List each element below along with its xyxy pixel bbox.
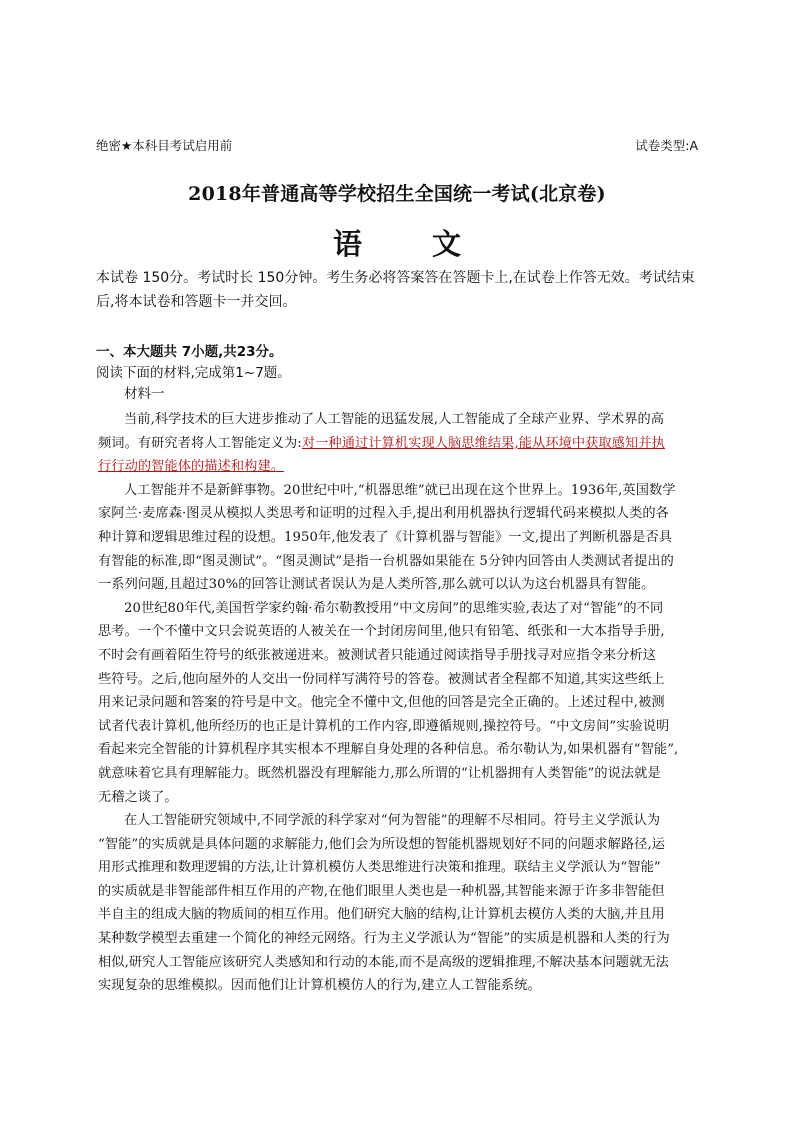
confidential-notice: 绝密★本科目考试启用前 [96,138,233,153]
text-line: 试者代表计算机,他所经历的也正是计算机的工作内容,即遵循规则,操控符号。“中文房间”实验说明 [98,718,670,734]
material-text [98,408,702,998]
text-line: 有智能的标准,即“图灵测试”。“图灵测试”是指一台机器如果能在 5分钟内回答由人类测试者提出的 [98,553,674,569]
text-line [98,432,702,456]
exam-title: 2018年普通高等学校招生全国统一考试(北京卷) [188,183,606,205]
instruction-line: 后,将本试卷和答题卡一并交回。 [96,294,297,310]
text-line: 半自主的组成大脑的物质间的相互作用。他们研究大脑的结构,让计算机去模仿人类的大脑,并且用 [98,907,665,923]
text-line: 用来记录问题和答案的符号是中文。他完全不懂中文,但他的回答是完全正确的。上述过程中,被测 [98,695,665,711]
material-label: 材料一 [124,386,165,402]
confidential-header [96,136,698,156]
underlined-definition: 对一种通过计算机实现人脑思维结果,能从环境中获取感知并执 [301,435,665,451]
paragraph [98,479,702,597]
text-line [98,455,702,479]
text-line: 种计算和逻辑思维过程的设想。1950年,他发表了《计算机器与智能》一文,提出了判断机器是否具 [98,529,673,545]
text-line: 人工智能并不是新鲜事物。20世纪中叶,“机器思维”就已出现在这个世界上。1936年,英国数学 [124,482,676,498]
text-line: 无稽之谈了。 [98,789,178,805]
instruction-line: 本试卷 150分。考试时长 150分钟。考生务必将答案答在答题卡上,在试卷上作答无效。考试结束 [96,270,695,286]
text-line: 不时会有画着陌生符号的纸张被递进来。被测试者只能通过阅读指导手册找寻对应指令来分析这 [98,647,657,663]
paragraph [98,809,702,998]
text-line: 相似,研究人工智能应该研究人类感知和行动的本能,而不是高级的逻辑推理,不解决基本问题就无法 [98,954,669,970]
text-line: 20世纪80年代,美国哲学家约翰·希尔勒教授用“中文房间”的思维实验,表达了对“智能”的不同 [124,600,664,616]
text-line: 些符号。之后,他向屋外的人交出一份同样写满符号的答卷。被测试者全程都不知道,其实这些纸上 [98,671,665,687]
question-header: 一、本大题共 7小题,共23分。 [96,344,283,360]
text-line: 就意味着它具有理解能力。既然机器没有理解能力,那么所谓的“让机器拥有人类智能”的说法就是 [98,765,661,781]
text-line: 某种数学模型去重建一个简化的神经元网络。行为主义学派认为“智能”的实质是机器和人类的行为 [98,931,670,947]
text-line: “智能”的实质就是具体问题的求解能力,他们会为所设想的智能机器规划好不同的问题求解路径,运 [98,836,666,852]
text-line: 的实质就是非智能部件相互作用的产物,在他们眼里人类也是一种机器,其智能来源于许多非智能但 [98,883,665,899]
underlined-definition: 行行动的智能体的描述和构建。 [98,459,285,475]
reading-instruction: 阅读下面的材料,完成第1~7题。 [96,365,291,381]
text-line: 在人工智能研究领域中,不同学派的科学家对“何为智能”的理解不尽相同。符号主义学派认为 [124,813,661,829]
paragraph [98,408,702,479]
text-span: 频词。有研究者将人工智能定义为: [98,435,302,451]
subject-title: 语 文 [332,227,492,261]
text-line: 用形式推理和数理逻辑的方法,让计算机模仿人类思维进行决策和推理。联结主义学派认为“智能” [98,860,661,876]
paragraph [98,597,702,809]
section-heading [96,342,702,405]
text-line: 当前,科学技术的巨大进步推动了人工智能的迅猛发展,人工智能成了全球产业界、学术界的高 [124,412,665,427]
text-line: 一系列问题,且超过30%的回答让测试者误认为是人类所答,那么就可以认为这台机器具有智能。 [98,577,655,593]
text-line: 实现复杂的思维模拟。因而他们让计算机模仿人的行为,建立人工智能系统。 [98,978,541,994]
text-line: 看起来完全智能的计算机程序其实根本不理解自身处理的各种信息。希尔勒认为,如果机器有“智能”, [98,742,679,758]
exam-instructions [96,266,702,314]
text-line: 家阿兰·麦席森·图灵从模拟人类思考和证明的过程入手,提出利用机器执行逻辑代码来模拟人类的各 [98,506,669,522]
paper-type: 试卷类型:A [635,138,698,153]
text-line: 思考。一个不懂中文只会说英语的人被关在一个封闭房间里,他只有铅笔、纸张和一大本指导手册, [98,624,665,640]
